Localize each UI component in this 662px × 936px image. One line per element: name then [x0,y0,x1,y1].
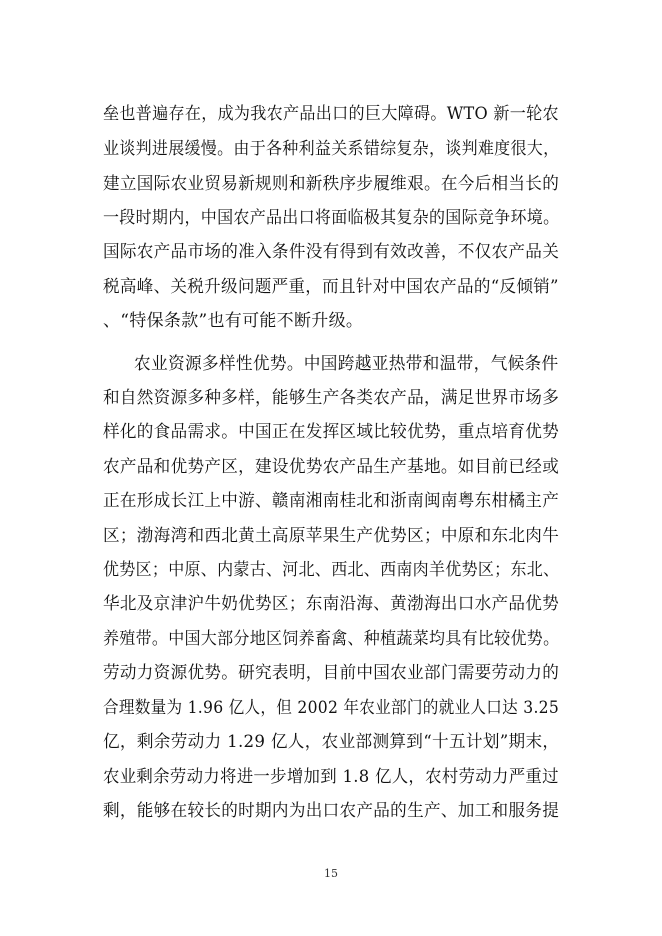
text-line: 垒也普遍存在，成为我农产品出口的巨大障碍。WTO 新一轮农 [103,104,559,124]
text-line: 农业剩余劳动力将进一步增加到 1.8 亿人，农村劳动力严重过 [103,767,559,787]
text-line: 正在形成长江上中游、赣南湘南桂北和浙南闽南粤东柑橘主产 [103,491,560,511]
text-line: 和自然资源多种多样，能够生产各类农产品，满足世界市场多 [103,388,560,408]
text-line: 一段时期内，中国农产品出口将面临极其复杂的国际竞争环境。 [103,208,560,228]
paragraph-first-line: 农业资源多样性优势。中国跨越亚热带和温带，气候条件 [134,354,559,374]
text-line: 区；渤海湾和西北黄土高原苹果生产优势区；中原和东北肉牛 [103,526,560,546]
text-line: 、“特保条款”也有可能不断升级。 [103,311,364,331]
text-line: 样化的食品需求。中国正在发挥区域比较优势，重点培育优势 [103,422,560,442]
text-line: 养殖带。中国大部分地区饲养畜禽、种植蔬菜均具有比较优势。 [103,629,560,649]
text-line: 税高峰、关税升级问题严重，而且针对中国农产品的“反倾销” [103,277,559,297]
text-line: 华北及京津沪牛奶优势区；东南沿海、黄渤海出口水产品优势 [103,594,560,614]
text-line: 亿，剩余劳动力 1.29 亿人，农业部测算到“十五计划”期末， [103,732,560,752]
text-line: 合理数量为 1.96 亿人，但 2002 年农业部门的就业人口达 3.25 [103,698,560,718]
text-line: 建立国际农业贸易新规则和新秩序步履维艰。在今后相当长的 [103,174,560,194]
text-line: 优势区；中原、内蒙古、河北、西北、西南肉羊优势区；东北、 [103,560,560,580]
text-line: 剩，能够在较长的时期内为出口农产品的生产、加工和服务提 [103,801,560,821]
text-line: 农产品和优势产区，建设优势农产品生产基地。如目前已经或 [103,457,560,477]
page-number: 15 [324,867,338,880]
text-line: 劳动力资源优势。研究表明，目前中国农业部门需要劳动力的 [103,663,560,683]
text-line: 业谈判进展缓慢。由于各种利益关系错综复杂，谈判难度很大， [103,139,560,159]
text-line: 国际农产品市场的准入条件没有得到有效改善，不仅农产品关 [103,242,560,262]
